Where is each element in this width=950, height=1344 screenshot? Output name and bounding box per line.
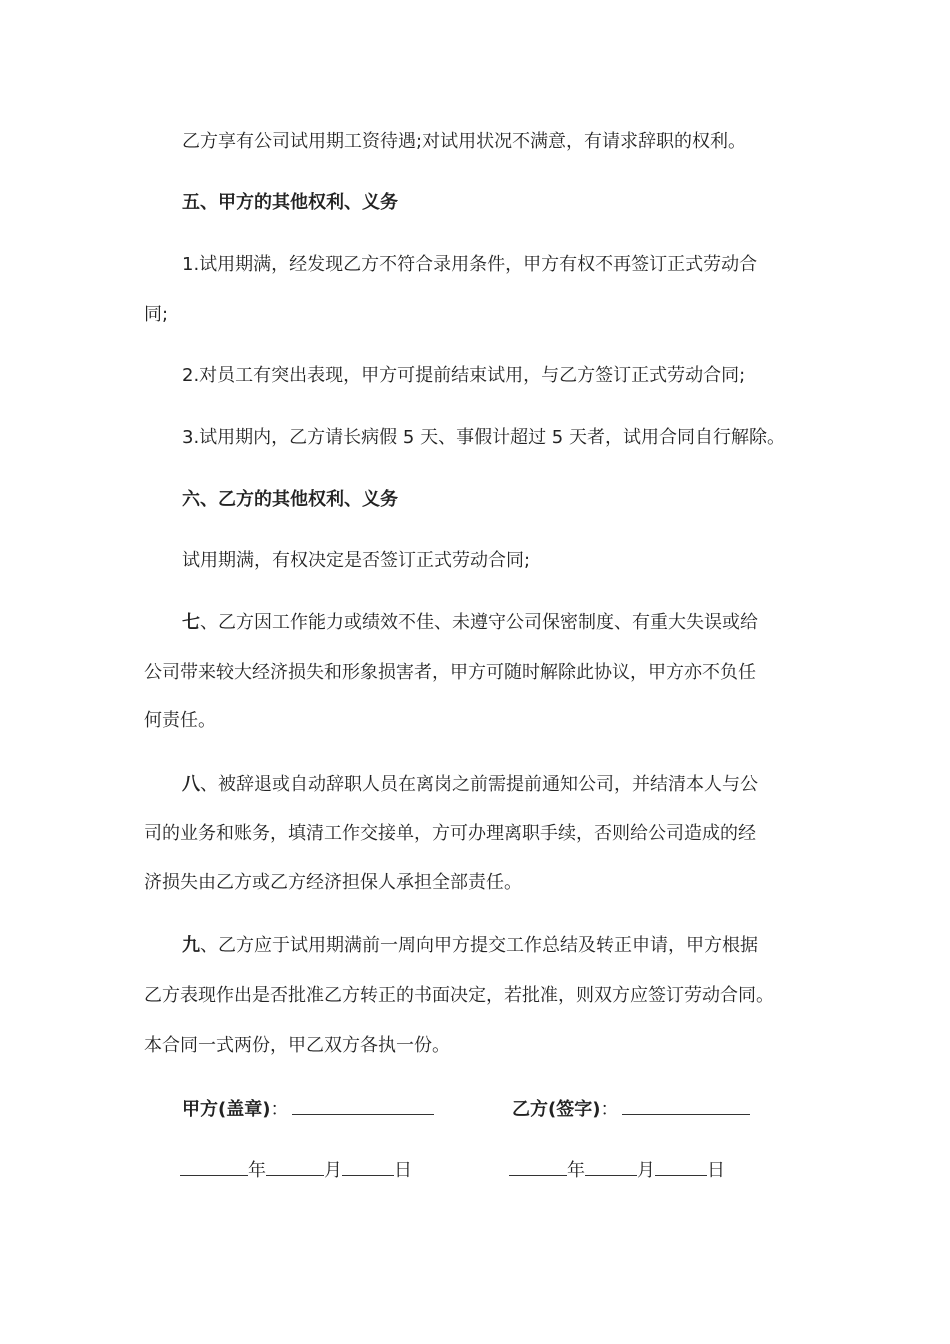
clause-text: 、被辞退或自动辞职人员在离岗之前需提前通知公司，并结清本人与公	[200, 774, 758, 795]
month-label: 月	[324, 1160, 342, 1181]
clause-9-line-3: 本合同一式两份，甲乙双方各执一份。	[144, 1035, 450, 1056]
day-label: 日	[394, 1160, 412, 1181]
clause-7-line-3: 何责任。	[144, 710, 216, 731]
party-b-date	[509, 1157, 725, 1183]
clause-5-2: 2.对员工有突出表现，甲方可提前结束试用，与乙方签订正式劳动合同;	[182, 365, 746, 386]
month-blank[interactable]	[266, 1157, 324, 1176]
month-label: 月	[637, 1160, 655, 1181]
clause-5-1-line-1: 1.试用期满，经发现乙方不符合录用条件，甲方有权不再签订正式劳动合	[182, 254, 758, 275]
colon: ：	[270, 1099, 289, 1120]
clause-5-1-line-2: 同;	[144, 304, 169, 325]
year-label: 年	[567, 1160, 585, 1181]
clause-7-line-1	[182, 611, 758, 635]
day-blank[interactable]	[342, 1157, 394, 1176]
year-label: 年	[248, 1160, 266, 1181]
clause-6: 试用期满，有权决定是否签订正式劳动合同;	[182, 550, 531, 571]
clause-9-line-2: 乙方表现作出是否批准乙方转正的书面决定，若批准，则双方应签订劳动合同。	[144, 985, 774, 1006]
party-b-blank[interactable]	[622, 1096, 750, 1115]
clause-8-line-3: 济损失由乙方或乙方经济担保人承担全部责任。	[144, 872, 522, 893]
paragraph-probation-rights: 乙方享有公司试用期工资待遇;对试用状况不满意，有请求辞职的权利。	[182, 131, 747, 152]
colon: ：	[600, 1099, 619, 1120]
clause-number: 九	[182, 935, 200, 956]
clause-7-line-2: 公司带来较大经济损失和形象损害者，甲方可随时解除此协议，甲方亦不负任	[144, 662, 756, 683]
party-b-label: 乙方(签字)	[512, 1099, 601, 1120]
party-a-label: 甲方(盖章)	[182, 1099, 271, 1120]
day-blank[interactable]	[655, 1157, 707, 1176]
day-label: 日	[707, 1160, 725, 1181]
clause-text: 、乙方应于试用期满前一周向甲方提交工作总结及转正申请，甲方根据	[200, 935, 758, 956]
clause-number: 八	[182, 774, 200, 795]
party-a-date	[180, 1157, 412, 1183]
month-blank[interactable]	[585, 1157, 637, 1176]
clause-text: 、乙方因工作能力或绩效不佳、未遵守公司保密制度、有重大失误或给	[200, 612, 758, 633]
clause-9-line-1	[182, 934, 758, 958]
year-blank[interactable]	[509, 1157, 567, 1176]
clause-8-line-1	[182, 773, 758, 797]
clause-8-line-2: 司的业务和账务，填清工作交接单，方可办理离职手续，否则给公司造成的经	[144, 823, 756, 844]
clause-5-3: 3.试用期内，乙方请长病假 5 天、事假计超过 5 天者，试用合同自行解除。	[182, 427, 785, 448]
clause-number: 七	[182, 612, 200, 633]
section-heading-6: 六、乙方的其他权利、义务	[182, 489, 398, 510]
year-blank[interactable]	[180, 1157, 248, 1176]
party-a-blank[interactable]	[292, 1096, 434, 1115]
section-heading-5: 五、甲方的其他权利、义务	[182, 192, 398, 213]
party-a-signature	[182, 1096, 434, 1122]
party-b-signature	[512, 1096, 750, 1122]
